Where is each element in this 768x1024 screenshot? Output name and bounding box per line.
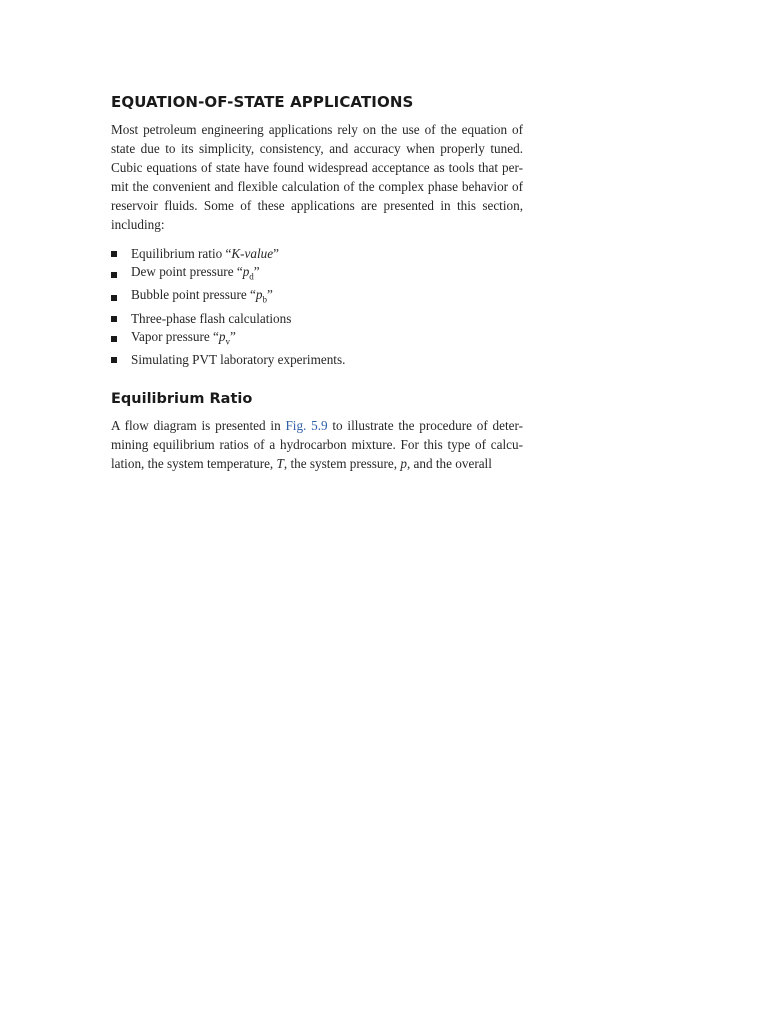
- paragraph-text: , and the overall: [406, 456, 492, 472]
- subsection-title: Equilibrium Ratio: [111, 391, 253, 408]
- bullet-square-icon: [111, 336, 117, 342]
- document-page: [111, 93, 523, 473]
- paragraph-text: , the system pressure,: [283, 456, 401, 472]
- intro-line: state due to its simplicity, consistency, and accuracy when properly tuned.: [111, 141, 523, 156]
- list-item: [111, 310, 523, 328]
- bullet-square-icon: [111, 316, 117, 322]
- paragraph-text: A flow diagram is presented in: [111, 418, 286, 434]
- intro-line: including:: [111, 217, 165, 232]
- intro-line: mit the convenient and flexible calculation of the complex phase behavior of: [111, 179, 523, 194]
- bullet-square-icon: [111, 272, 117, 278]
- bullet-square-icon: [111, 251, 117, 257]
- section-title: EQUATION-OF-STATE APPLICATIONS: [111, 93, 414, 111]
- intro-paragraph: [111, 120, 523, 234]
- intro-line: reservoir fluids. Some of these applications are presented in this section,: [111, 198, 523, 213]
- list-item-text: Bubble point pressure “$p_b$”: [131, 287, 273, 306]
- paragraph-text: lation, the system temperature,: [111, 456, 277, 472]
- list-item-text: Dew point pressure “$p_d$”: [131, 264, 260, 283]
- paragraph-text: to illustrate the procedure of deter-: [327, 418, 523, 434]
- equilibrium-paragraph: [111, 416, 523, 473]
- variable-T: T: [276, 456, 284, 472]
- intro-line: Cubic equations of state have found widespread acceptance as tools that per-: [111, 160, 523, 175]
- bullet-square-icon: [111, 295, 117, 301]
- intro-line: Most petroleum engineering applications rely on the use of the equation of: [111, 122, 523, 137]
- variable-p: p: [400, 456, 407, 472]
- applications-list: [111, 245, 523, 369]
- paragraph-text: mining equilibrium ratios of a hydrocarbon mixture. For this type of calcu-: [111, 437, 523, 453]
- bullet-square-icon: [111, 357, 117, 363]
- list-item: [111, 245, 523, 263]
- list-item-text: Equilibrium ratio “K-value”: [131, 246, 279, 261]
- list-item-text: Vapor pressure “$p_v$”: [131, 328, 236, 347]
- list-item: [111, 328, 523, 351]
- list-item: [111, 263, 523, 286]
- figure-link[interactable]: Fig. 5.9: [285, 418, 328, 434]
- list-item: [111, 286, 523, 309]
- list-item-text: Three-phase flash calculations: [131, 310, 292, 326]
- list-item: [111, 351, 523, 369]
- list-item-text: Simulating PVT laboratory experiments.: [131, 351, 346, 367]
